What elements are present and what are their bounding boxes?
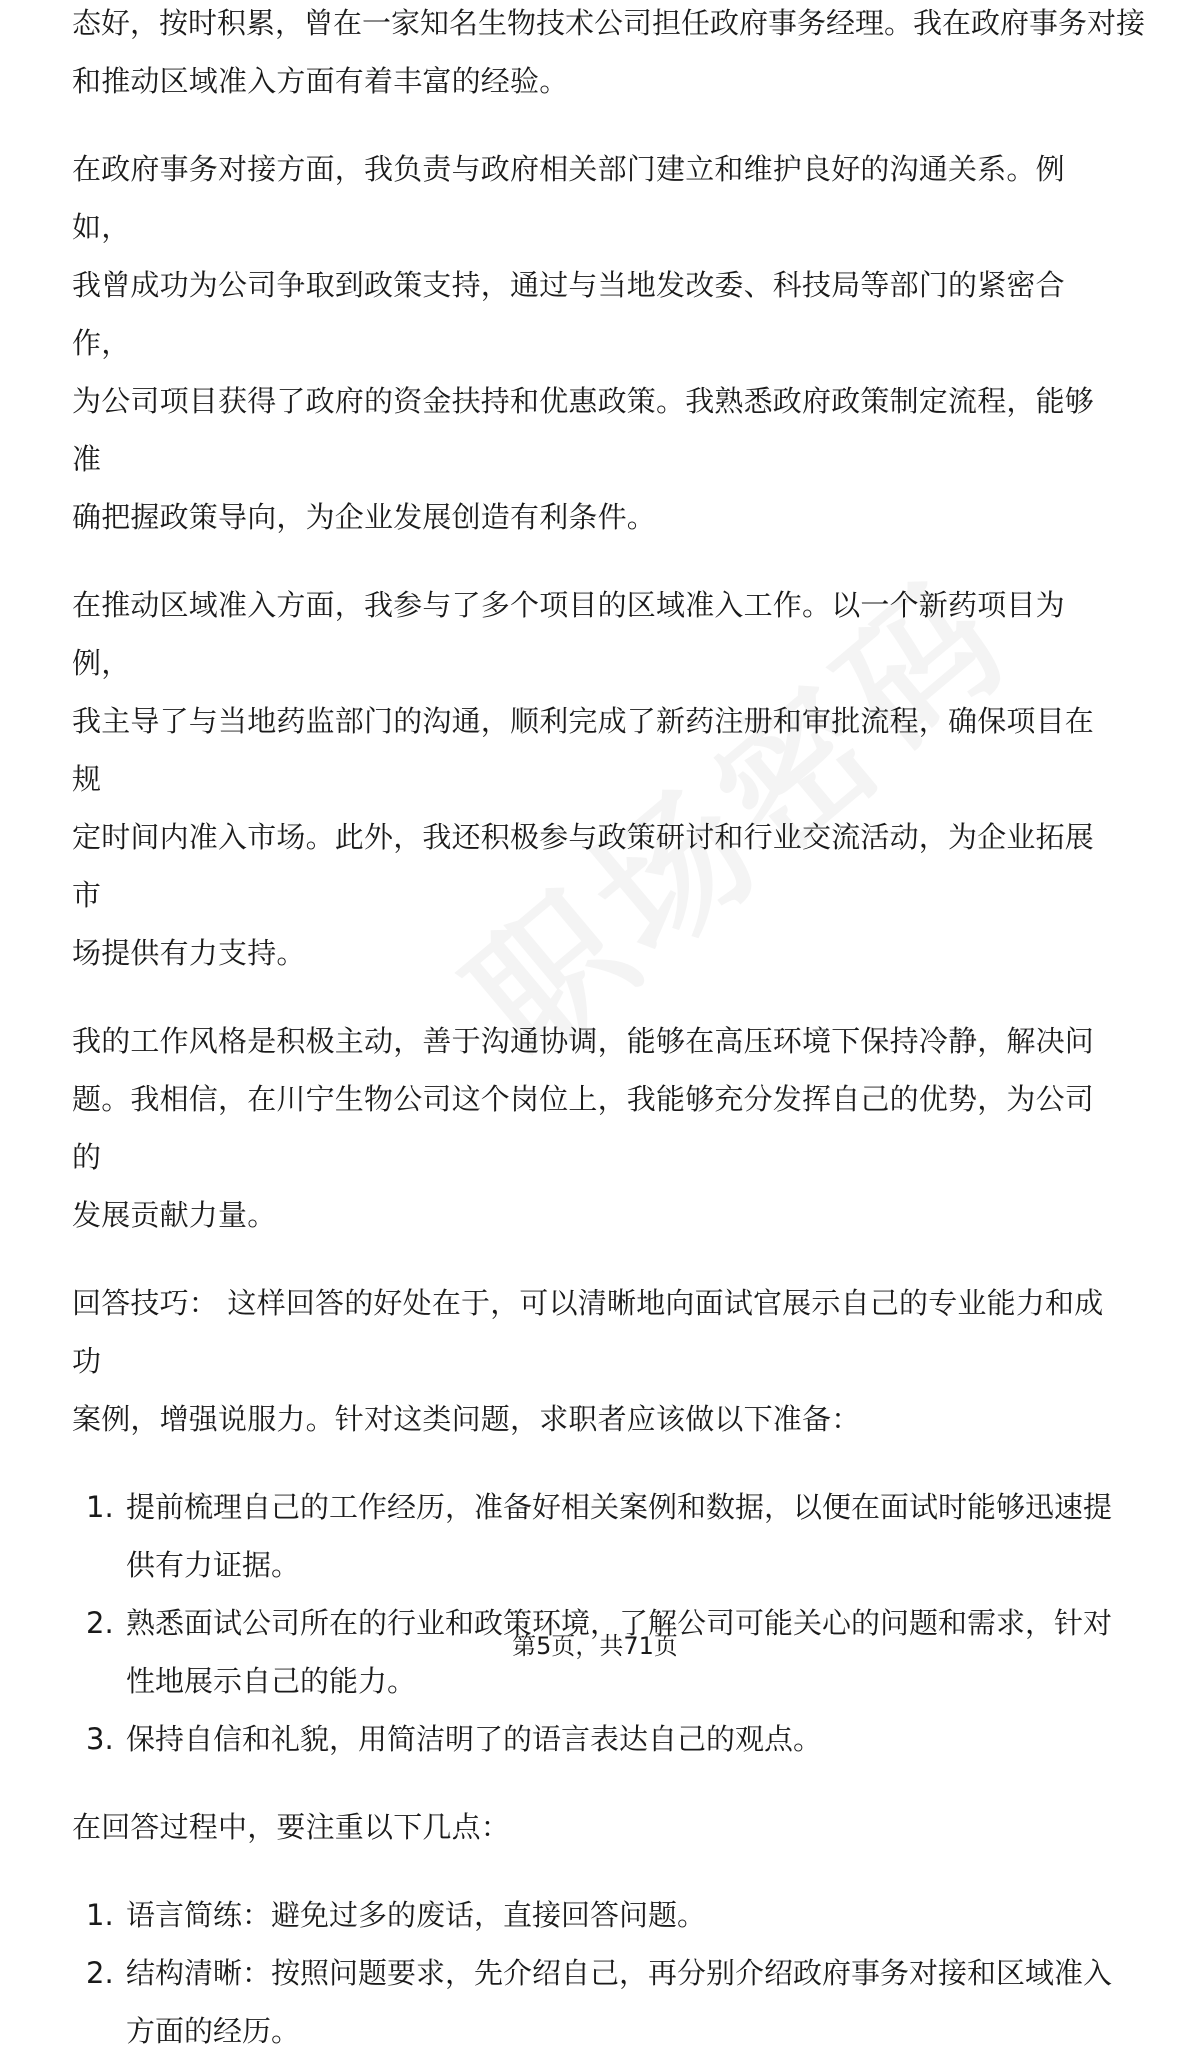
line: 在回答过程中，要注重以下几点： (72, 1810, 511, 1844)
line: 回答技巧： 这样回答的好处在于，可以清晰地向面试官展示自己的专业能力和成功 (72, 1286, 1104, 1378)
line: 在推动区域准入方面，我参与了多个项目的区域准入工作。以一个新药项目为例， (72, 588, 1065, 680)
list-number: 2. (86, 1956, 114, 1990)
line: 场提供有力支持。 (72, 936, 306, 970)
line: 方面的经历。 (126, 2014, 301, 2048)
line: 结构清晰：按照问题要求，先介绍自己，再分别介绍政府事务对接和区域准入 (126, 1956, 1113, 1990)
list-number: 2. (86, 1606, 114, 1640)
line: 性地展示自己的能力。 (126, 1664, 417, 1698)
line: 我的工作风格是积极主动，善于沟通协调，能够在高压环境下保持冷静，解决问 (72, 1024, 1095, 1058)
line: 提前梳理自己的工作经历，准备好相关案例和数据，以便在面试时能够迅速提 (126, 1490, 1113, 1524)
paragraph-regional-access (72, 576, 1122, 982)
list-item (72, 1886, 1122, 1944)
list-item (72, 1478, 1122, 1594)
document-body (72, 0, 1146, 2060)
paragraph-key-points (72, 1798, 1122, 1856)
line: 语言简练：避免过多的废话，直接回答问题。 (126, 1898, 707, 1932)
line: 题。我相信，在川宁生物公司这个岗位上，我能够充分发挥自己的优势，为公司的 (72, 1082, 1095, 1174)
clipped-text: 态好，按时积累，曾在一家知名生物技术公司担任政府事务经理。我在政府事务对接 (72, 6, 1146, 40)
line: 为公司项目获得了政府的资金扶持和优惠政策。我熟悉政府政策制定流程，能够准 (72, 384, 1095, 476)
line: 定时间内准入市场。此外，我还积极参与政策研讨和行业交流活动，为企业拓展市 (72, 820, 1095, 912)
paragraph-intro-end (72, 52, 1122, 110)
page-number: 第5页，共71页 (512, 1632, 678, 1660)
line: 确把握政策导向，为企业发展创造有利条件。 (72, 500, 657, 534)
line: 保持自信和礼貌，用简洁明了的语言表达自己的观点。 (126, 1722, 823, 1756)
list-number: 1. (86, 1490, 114, 1524)
list-number: 1. (86, 1898, 114, 1932)
line: 我曾成功为公司争取到政策支持，通过与当地发改委、科技局等部门的紧密合作， (72, 268, 1065, 360)
paragraph-answer-tips (72, 1274, 1122, 1448)
line: 熟悉面试公司所在的行业和政策环境，了解公司可能关心的问题和需求，针对 (126, 1606, 1113, 1640)
line: 发展贡献力量。 (72, 1198, 277, 1232)
line: 我主导了与当地药监部门的沟通，顺利完成了新药注册和审批流程，确保项目在规 (72, 704, 1095, 796)
paragraph-government-affairs (72, 140, 1122, 546)
list-item (72, 1944, 1122, 2060)
key-points-list (72, 1886, 1122, 2060)
line: 供有力证据。 (126, 1548, 301, 1582)
preparation-list (72, 1478, 1122, 1768)
line: 案例，增强说服力。针对这类问题，求职者应该做以下准备： (72, 1402, 861, 1436)
line: 和推动区域准入方面有着丰富的经验。 (72, 64, 569, 98)
paragraph-work-style (72, 1012, 1122, 1244)
line: 在政府事务对接方面，我负责与政府相关部门建立和维护良好的沟通关系。例如， (72, 152, 1065, 244)
clipped-top-line (72, 6, 1146, 52)
list-item (72, 1710, 1122, 1768)
list-number: 3. (86, 1722, 114, 1756)
